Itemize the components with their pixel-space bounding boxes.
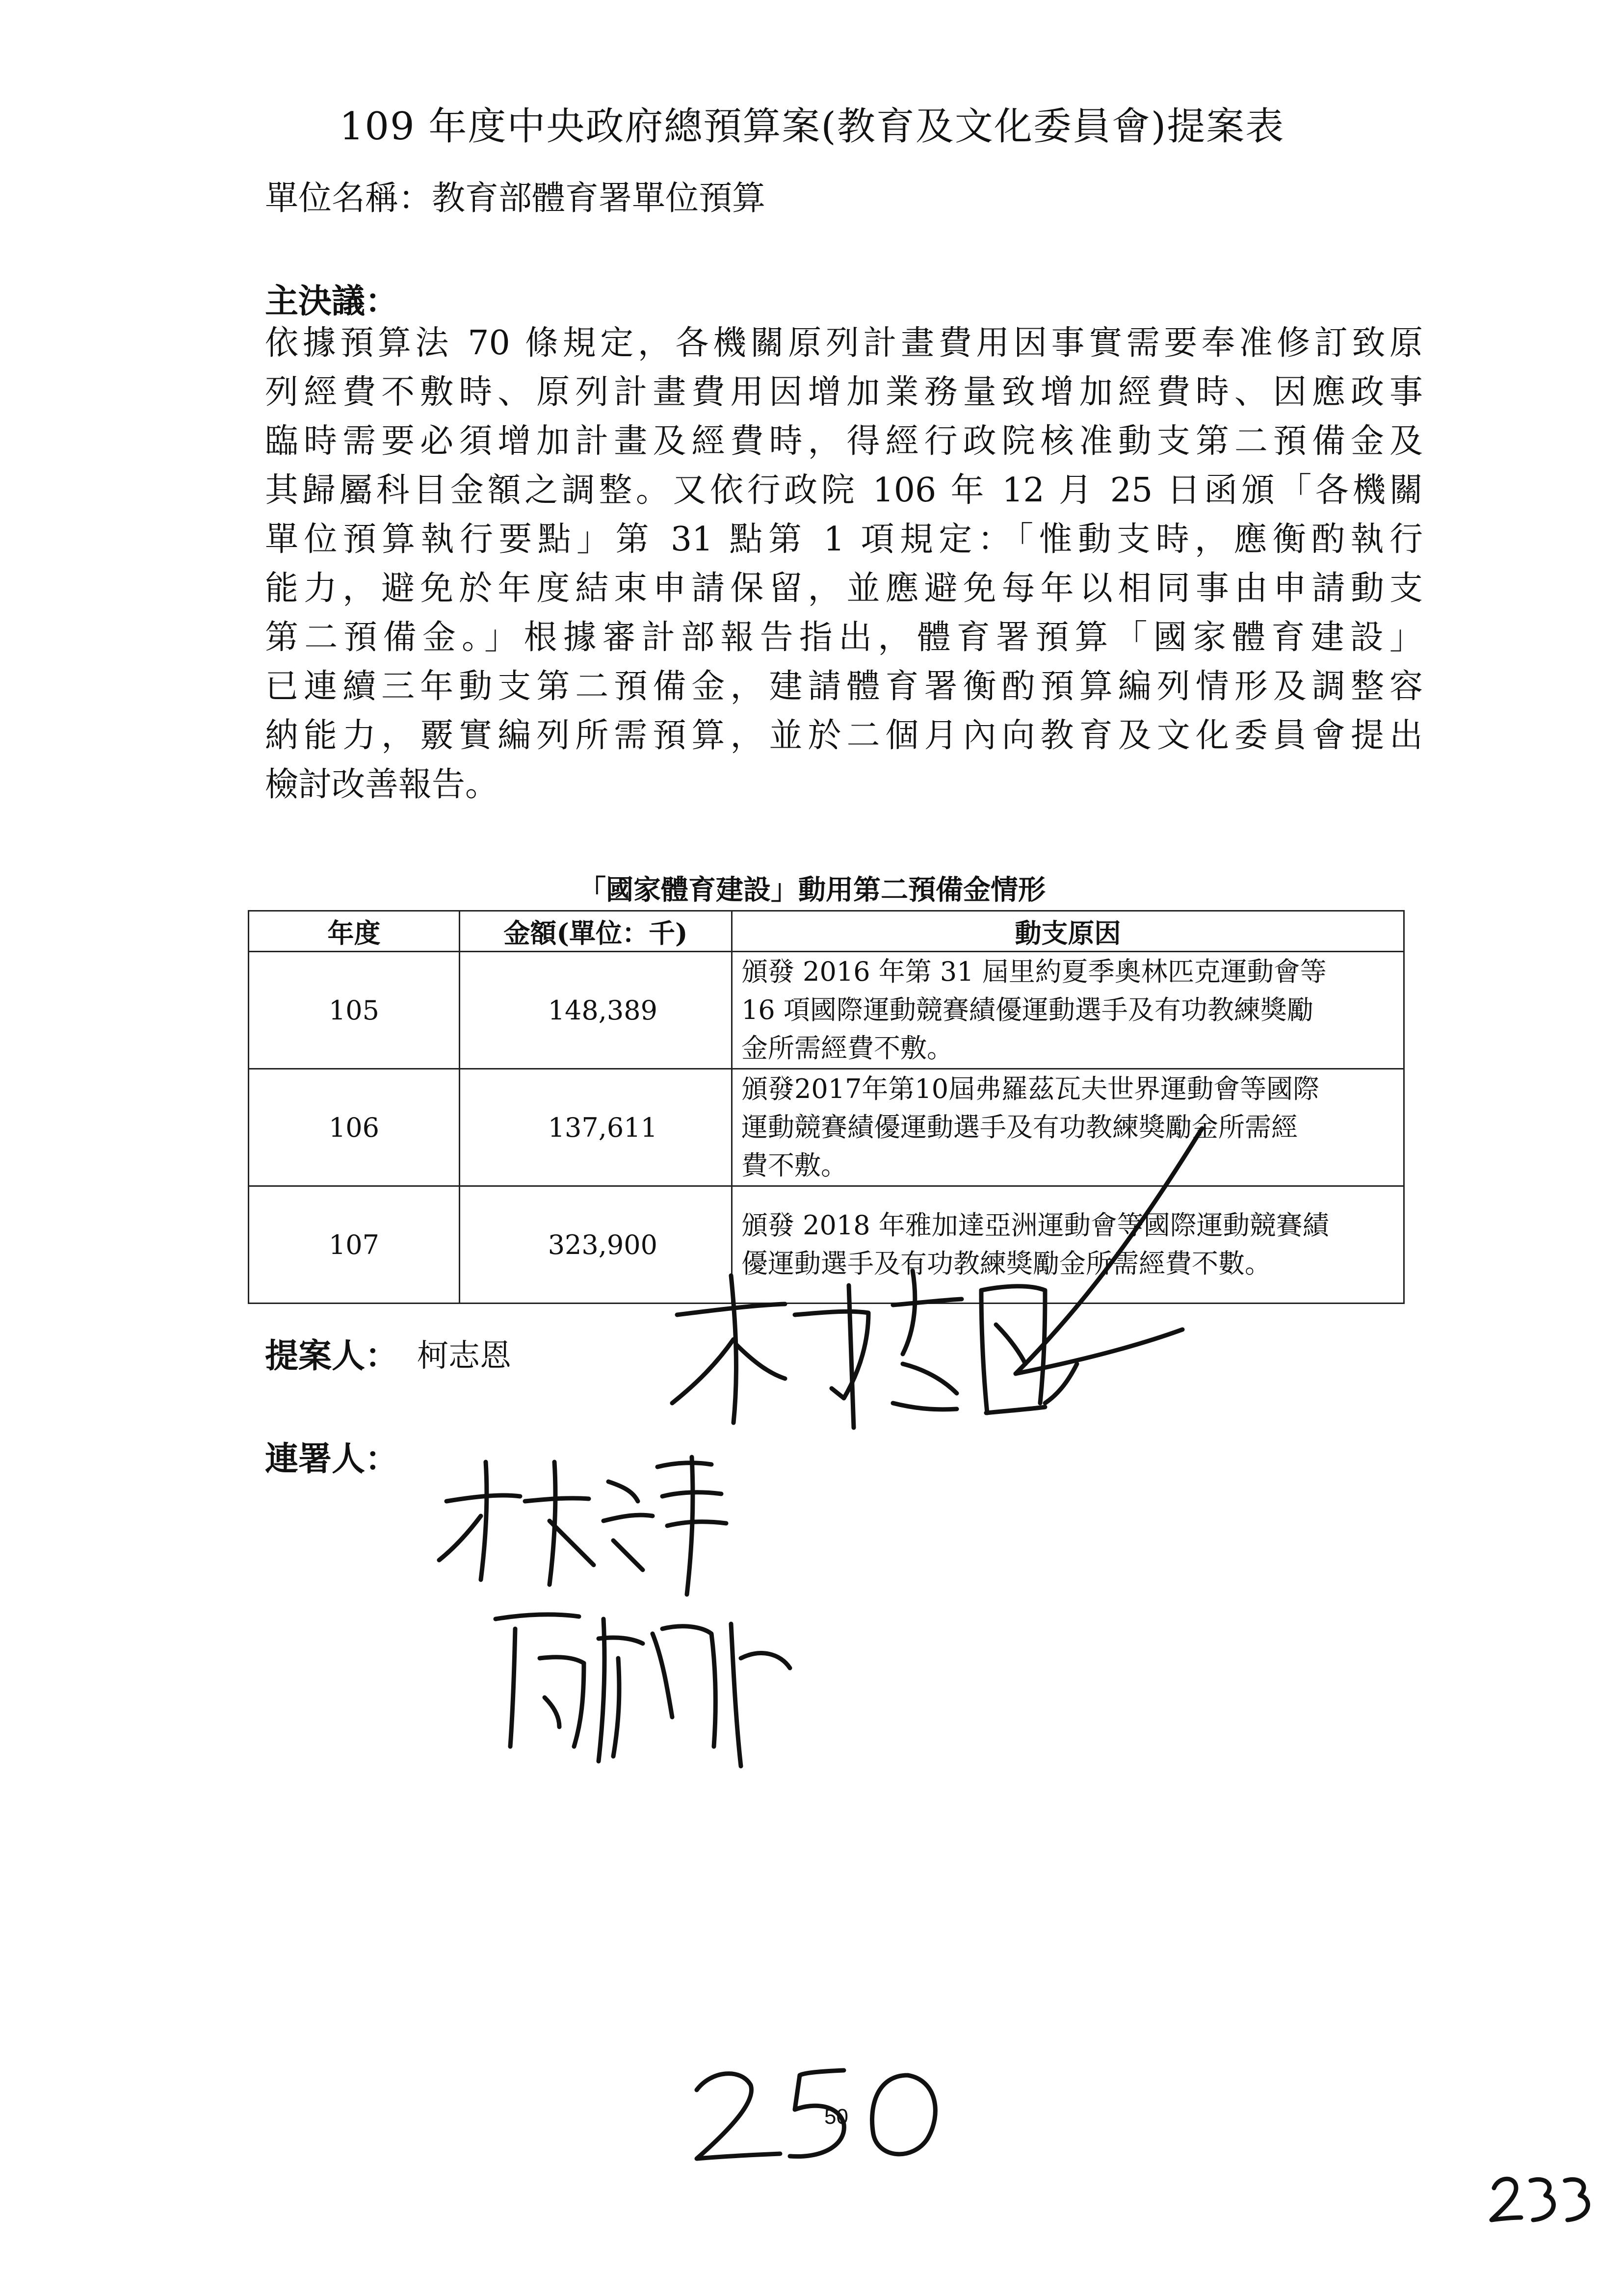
proposer-signature-tail <box>1006 1119 1212 1383</box>
amount-cell: 137,611 <box>460 1069 732 1186</box>
cosigner-signature-1 <box>432 1442 746 1599</box>
reason-line: 頒發2017年第10屆弗羅茲瓦夫世界運動會等國際 <box>741 1073 1320 1104</box>
resolution-line: 依據預算法 70 條規定，各機關原列計畫費用因事實需要奉准修訂致原 <box>265 324 1423 363</box>
resolution-heading: 主決議： <box>265 282 399 321</box>
amount-cell: 148,389 <box>460 952 732 1069</box>
unit-name: 教育部體育署單位預算 <box>432 179 766 218</box>
column-header-reason: 動支原因 <box>732 911 1404 952</box>
year-cell: 106 <box>249 1069 460 1186</box>
resolution-line: 其歸屬科目金額之調整。又依行政院 106 年 12 月 25 日函頒「各機關 <box>265 471 1423 510</box>
reason-line: 費不敷。 <box>741 1150 847 1181</box>
table-row <box>249 952 1404 1069</box>
table-row <box>249 1069 1404 1186</box>
proposer-name: 柯志恩 <box>417 1338 511 1374</box>
resolution-line: 列經費不敷時、原列計畫費用因增加業務量致增加經費時、因應政事 <box>265 373 1423 412</box>
table-caption: 「國家體育建設」動用第二預備金情形 <box>578 874 1046 906</box>
page-title: 109 年度中央政府總預算案(教育及文化委員會)提案表 <box>339 104 1285 149</box>
cosigner-label: 連署人： <box>265 1439 399 1479</box>
resolution-line: 第二預備金。」根據審計部報告指出，體育署預算「國家體育建設」 <box>265 618 1423 657</box>
reason-line: 頒發 2018 年雅加達亞洲運動會等國際運動競賽績 <box>741 1210 1329 1241</box>
resolution-body <box>265 319 1423 809</box>
cosigner-signature-2 <box>486 1599 800 1776</box>
proposer-label: 提案人： <box>265 1336 399 1376</box>
reason-line: 運動競賽績優運動選手及有功教練獎勵金所需經 <box>741 1112 1298 1143</box>
resolution-line: 能力，避免於年度結束申請保留，並應避免每年以相同事由申請動支 <box>265 569 1423 608</box>
resolution-line: 單位預算執行要點」第 31 點第 1 項規定：「惟動支時，應衡酌執行 <box>265 520 1423 559</box>
unit-label: 單位名稱： <box>265 179 432 218</box>
resolution-line: 已連續三年動支第二預備金，建請體育署衡酌預算編列情形及調整容 <box>265 667 1423 706</box>
reason-line: 金所需經費不敷。 <box>741 1033 953 1064</box>
reason-cell <box>732 952 1404 1069</box>
reason-line: 頒發 2016 年第 31 屆里約夏季奧林匹克運動會等 <box>741 956 1327 987</box>
reason-line: 優運動選手及有功教練獎勵金所需經費不數。 <box>741 1248 1271 1279</box>
handwritten-corner-number <box>1487 2168 1595 2232</box>
resolution-line: 納能力，覈實編列所需預算，並於二個月內向教育及文化委員會提出 <box>265 716 1423 755</box>
unit-line <box>265 172 765 219</box>
amount-cell: 323,900 <box>460 1186 732 1304</box>
column-header-year: 年度 <box>249 911 460 952</box>
page-number: 50 <box>824 2105 848 2129</box>
handwritten-page-number <box>682 2061 957 2173</box>
year-cell: 105 <box>249 952 460 1069</box>
year-cell: 107 <box>249 1186 460 1304</box>
resolution-line: 臨時需要必須增加計畫及經費時，得經行政院核准動支第二預備金及 <box>265 422 1423 461</box>
table-header-row <box>249 911 1404 952</box>
column-header-amount: 金額(單位：千) <box>460 911 732 952</box>
reason-line: 16 項國際運動競賽績優運動選手及有功教練獎勵 <box>741 994 1313 1025</box>
resolution-line: 檢討改善報告。 <box>265 765 499 804</box>
